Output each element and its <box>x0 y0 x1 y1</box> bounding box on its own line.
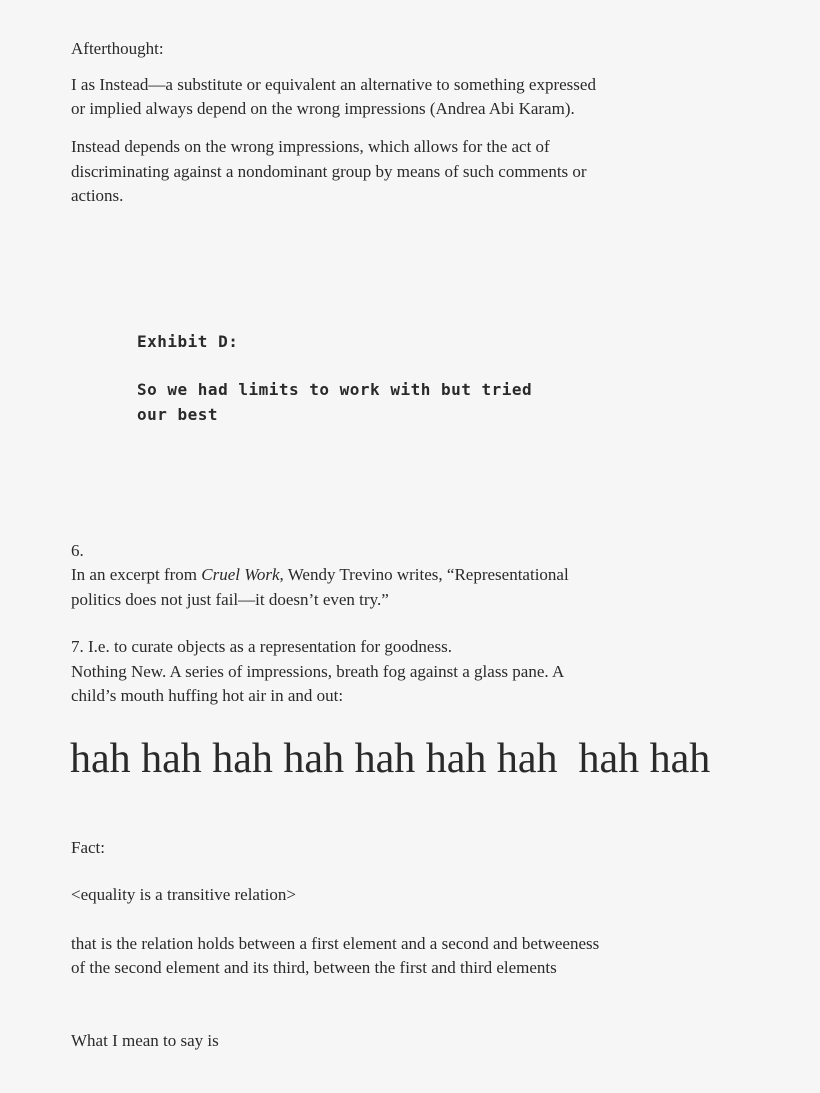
afterthought-para2-line1: Instead depends on the wrong impressions, which allows for the act of <box>71 137 550 156</box>
afterthought-para1-line1: I as Instead—a substitute or equivalent an alternative to something expressed <box>71 75 596 94</box>
afterthought-heading: Afterthought: <box>71 39 164 58</box>
afterthought-para2-line2: discriminating against a nondominant group by means of such comments or <box>71 162 587 181</box>
exhibit-title: Exhibit D: <box>137 332 239 351</box>
afterthought-para1-line2: or implied always depend on the wrong impressions (Andrea Abi Karam). <box>71 99 575 118</box>
fact-heading: Fact: <box>71 838 105 857</box>
fact-explain-line1: that is the relation holds between a first element and a second and betweeness <box>71 934 600 953</box>
note6-line2: politics does not just fail—it doesn’t even try.” <box>71 590 389 609</box>
note6-line1 <box>71 563 569 587</box>
exhibit-line2: our best <box>137 405 219 424</box>
hah-line: hah hah hah hah hah hah hah hah hah <box>70 736 711 782</box>
afterthought-para2-line3: actions. <box>71 186 124 205</box>
fact-explain-line2: of the second element and its third, between the first and third elements <box>71 958 557 977</box>
note7-line2: Nothing New. A series of impressions, breath fog against a glass pane. A <box>71 662 565 681</box>
book-title: Cruel Work <box>201 565 280 584</box>
fact-statement: <equality is a transitive relation> <box>71 885 297 904</box>
exhibit-line1: So we had limits to work with but tried <box>137 380 533 399</box>
note6-prefix: In an excerpt from <box>71 565 202 584</box>
note6-number: 6. <box>71 541 84 560</box>
closing-line: What I mean to say is <box>71 1031 219 1050</box>
note6-suffix: , Wendy Trevino writes, “Representational <box>279 565 569 584</box>
note7-line1: 7. I.e. to curate objects as a representation for goodness. <box>71 637 452 656</box>
note7-line3: child’s mouth huffing hot air in and out: <box>71 686 344 705</box>
